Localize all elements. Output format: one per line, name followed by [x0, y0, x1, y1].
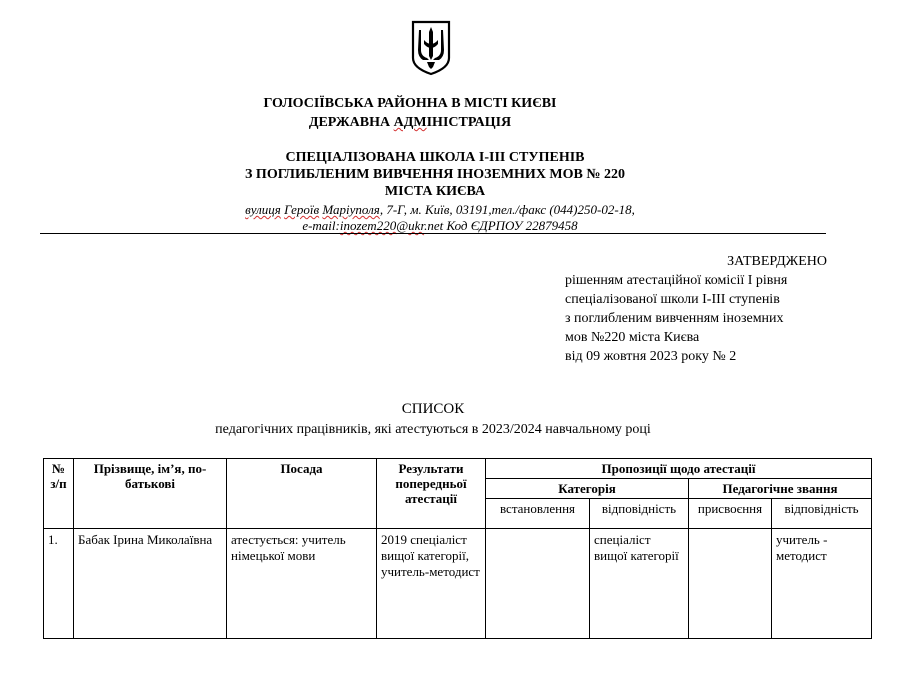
header-category-match: відповідність: [590, 499, 689, 529]
list-title: СПИСОК: [401, 401, 465, 417]
header-title-match: відповідність: [772, 499, 872, 529]
address-heroiv: Героїв: [284, 202, 320, 217]
cell-category-set: [486, 529, 590, 639]
approval-line-2: спеціалізованої школи І-ІІІ ступенів: [565, 292, 780, 307]
header-divider: [40, 233, 826, 234]
header-position: Посада: [227, 459, 377, 529]
email-user: inozem220: [339, 218, 397, 233]
school-name-line-1: СПЕЦІАЛІЗОВАНА ШКОЛА І-ІІІ СТУПЕНІВ: [285, 150, 585, 165]
cell-title-assign: [689, 529, 772, 639]
admin-line-2: [0, 115, 820, 131]
cell-no: 1.: [44, 529, 74, 639]
cell-results: 2019 спеціаліст вищої категорії, учитель-методист: [377, 529, 486, 639]
admin-line-2-part: ДЕРЖАВНА: [308, 115, 394, 130]
attestation-table: [43, 458, 872, 639]
email-prefix: e-mail:: [302, 218, 340, 233]
approval-line-4: мов №220 міста Києва: [565, 330, 700, 345]
cell-category-match: спеціаліст вищої категорії: [590, 529, 689, 639]
email-line: [0, 218, 880, 234]
address-city: Маріуполя: [322, 202, 380, 217]
header-category: Категорія: [486, 479, 689, 499]
table-header-row-1: [44, 459, 872, 479]
approval-line-3: з поглибленим вивченням іноземних: [565, 311, 784, 326]
header-category-set: встановлення: [486, 499, 590, 529]
school-name-line-3: МІСТА КИЄВА: [384, 184, 486, 199]
header-title-assign: присвоєння: [689, 499, 772, 529]
header-no: № з/п: [44, 459, 74, 529]
cell-name: Бабак Ірина Миколаївна: [74, 529, 227, 639]
approval-block: [565, 252, 827, 366]
cell-position: атестується: учитель німецької мови: [227, 529, 377, 639]
header-proposals: Пропозиції щодо атестації: [486, 459, 872, 479]
approval-title: ЗАТВЕРДЖЕНО: [727, 254, 827, 269]
address-line: [0, 202, 880, 218]
header-ped-title: Педагогічне звання: [689, 479, 872, 499]
approval-line-5: від 09 жовтня 2023 року № 2: [565, 349, 737, 364]
email-at: @: [396, 218, 409, 233]
approval-line-1: рішенням атестаційної комісії І рівня: [565, 273, 788, 288]
admin-line-2-rest: ІНІСТРАЦІЯ: [426, 115, 512, 130]
email-suffix: .net Код ЄДРПОУ 22879458: [424, 218, 578, 233]
email-domain: ukr: [408, 218, 425, 233]
address-street: вулиця: [245, 202, 281, 217]
header-name: Прізвище, ім’я, по-батькові: [74, 459, 227, 529]
address-rest: , 7-Г, м. Київ, 03191,тел./факс (044)250-02-18,: [379, 202, 635, 217]
table-row: [44, 529, 872, 639]
admin-line-2-marked: АДМ: [393, 115, 427, 130]
header-results: Результати попередньої атестації: [377, 459, 486, 529]
school-name-line-2: З ПОГЛИБЛЕНИМ ВИВЧЕННЯ ІНОЗЕМНИХ МОВ № 220: [245, 167, 625, 182]
list-subtitle: педагогічних працівників, які атестуються в 2023/2024 навчальному році: [215, 422, 651, 437]
cell-title-match: учитель - методист: [772, 529, 872, 639]
admin-line-1: ГОЛОСІЇВСЬКА РАЙОННА В МІСТІ КИЄВІ: [263, 96, 557, 111]
ukraine-trident-emblem-icon: [410, 20, 452, 76]
